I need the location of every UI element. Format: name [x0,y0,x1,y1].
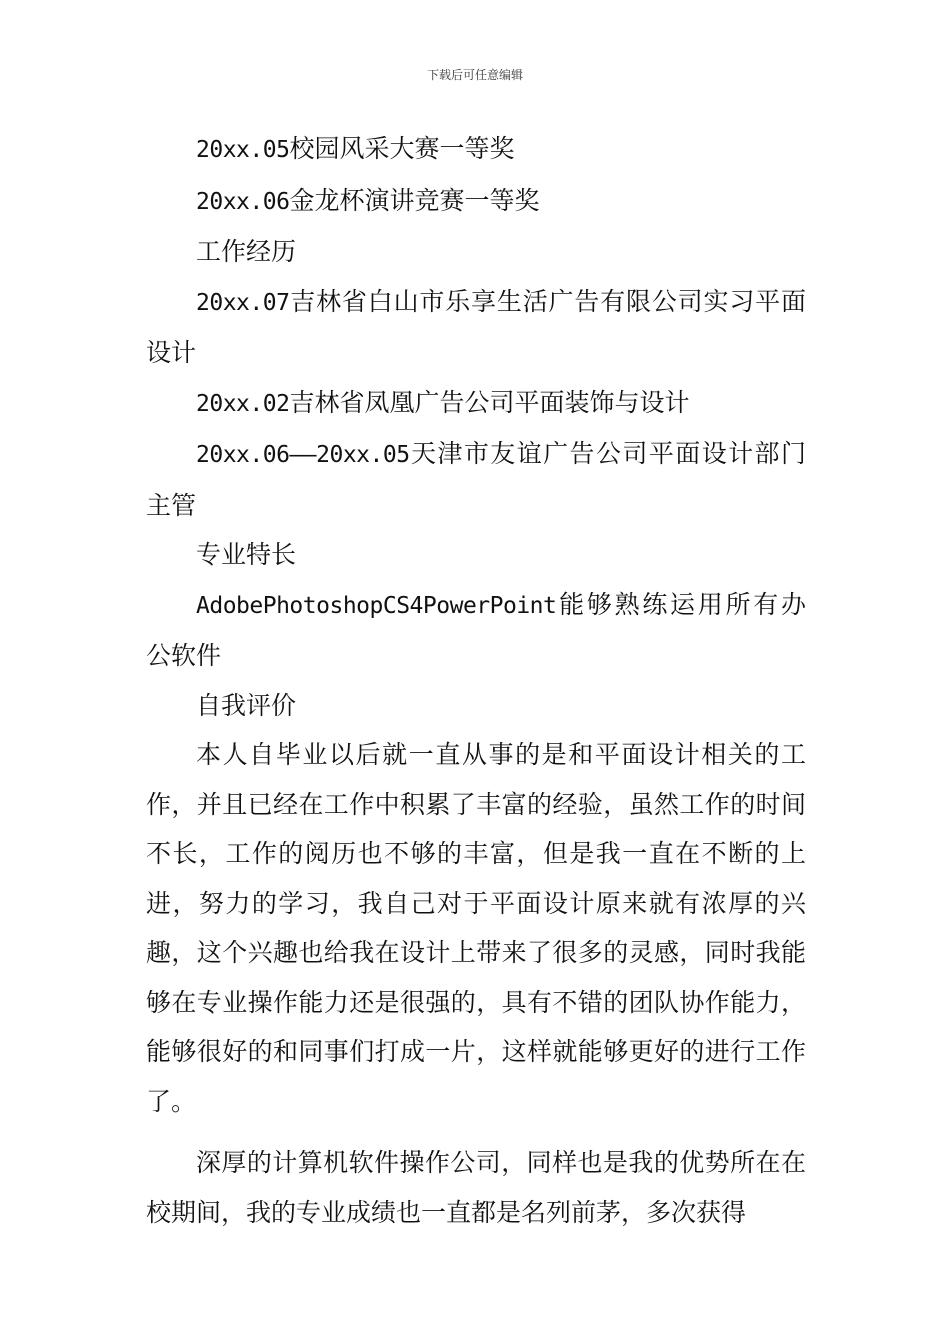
self-evaluation-paragraph-2: 深厚的计算机软件操作公司，同样也是我的优势所在在校期间，我的专业成绩也一直都是名列前茅，多次获得 [146,1148,806,1227]
work-heading: 工作经历 [196,237,297,266]
self-evaluation-paragraph: 本人自毕业以后就一直从事的是和平面设计相关的工作，并且已经在工作中积累了丰富的经验，虽然工作的时间不长，工作的阅历也不够的丰富，但是我一直在不断的上进，努力的学习，我自己对于平面设计原来就有浓厚的兴趣，这个兴趣也给我在设计上带来了很多的灵感，同时我能够在专业操作能力还是很强的，具有不错的团队协作能力，能够很好的和同事们打成一片，这样就能够更好的进行工作了。 [146,740,806,1116]
award-date: 20xx.06 [196,188,290,215]
skills-line [146,580,806,681]
work-line [146,378,806,430]
self-evaluation-heading: 自我评价 [196,690,297,720]
award-line [146,176,806,228]
work-date: 20xx.07 [196,289,290,316]
work-line [146,429,806,530]
work-text: 吉林省凤凰广告公司平面装饰与设计 [289,387,690,417]
skills-text: 能够熟练运用所有办公软件 [146,589,806,670]
skills-heading: 专业特长 [196,540,297,569]
skills-software: AdobePhotoshopCS4PowerPoint [196,592,557,619]
work-line [146,277,806,378]
download-edit-note: 下载后可任意编辑 [426,68,523,82]
award-date: 20xx.05 [196,137,290,163]
award-line [146,124,806,176]
work-date: 20xx.06——20xx.05 [196,442,410,468]
award-text: 校园风采大赛一等奖 [289,134,515,163]
work-text: 吉林省白山市乐享生活广告有限公司实习平面设计 [146,286,806,367]
work-text: 天津市友谊广告公司平面设计部门主管 [146,439,806,520]
work-date: 20xx.02 [196,390,290,417]
document-body [146,124,806,1237]
award-text: 金龙杯演讲竞赛一等奖 [289,185,540,215]
